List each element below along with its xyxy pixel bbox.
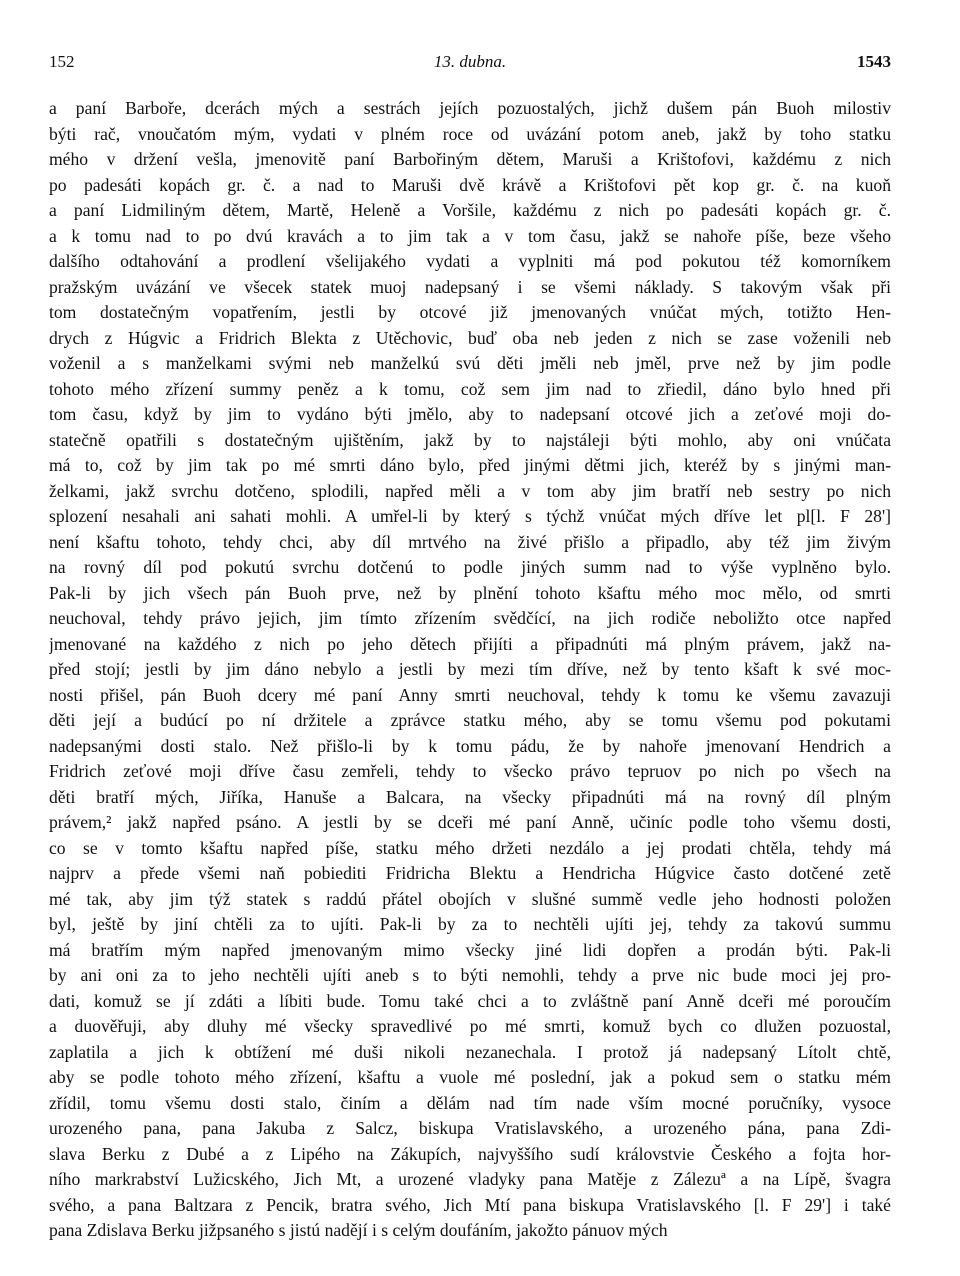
text-line: není kšaftu tohoto, tehdy chci, aby díl mrtvého na živé přišlo a připadlo, aby též jim živým <box>49 531 891 552</box>
text-line: Fridrich zeťové moji dříve času zemřeli, tehdy to všecko právo tepruov po nich po všech na <box>49 761 891 781</box>
text-line: drych z Húgvic a Fridrich Blekta z Utěchovic, buď oba neb jeden z nich se zase voženili neb <box>49 327 891 348</box>
text-line: Pak-li by jich všech pán Buoh prve, než by plnění tohoto kšaftu mého moc mělo, od smrti <box>49 582 891 603</box>
text-line: neuchoval, tehdy právo jejich, jim tímto zřízením svědčící, na jich rodiče neboližto otce napřed <box>49 608 891 628</box>
text-line: pražským uvázání ve všecek statek muoj nadepsaný i se všemi náklady. S takovým však při <box>49 276 891 297</box>
text-line: má to, což by jim tak po mé smrti dáno bylo, před jinými dětmi jich, kteréž by s jinými man- <box>49 455 891 475</box>
text-line: tom dostatečným vopatřením, jestli by otcové již jmenovaných vnúčat mých, totižto Hen- <box>49 302 891 322</box>
text-line: dati, komuž se jí zdáti a líbiti bude. Tomu také chci a to zvláštně paní Anně dceři mé poroučím <box>49 990 891 1011</box>
text-line: želkami, jakž svrchu dotčeno, splodili, napřed měli a v tom aby jim bratří neb sestry po nich <box>49 480 891 501</box>
text-line: slava Berku z Dubé a z Lipého na Zákupích, najvyššího sudí královstvie Českého a fojta hor- <box>49 1143 891 1164</box>
text-line: aby se podle tohoto mého zřízení, kšaftu a vuole mé poslední, jak a pokud sem o statku mém <box>49 1067 891 1087</box>
text-line: a paní Barboře, dcerách mých a sestrách jejích pozuostalých, jichž dušem pán Buoh milostiv <box>49 98 891 118</box>
text-line: splození nesahali ani sahati mohli. A umřel-li by který s týchž vnúčat mých dříve let pl[l. F 28'] <box>49 506 891 526</box>
text-line: a duověřuji, aby dluhy mé všecky spravedlivé po mé smrti, komuž bych co dlužen pozuostal, <box>49 1016 891 1036</box>
text-line: po padesáti kopách gr. č. a nad to Maruši dvě krávě a Krištofovi pět kop gr. č. na kuoň <box>49 174 891 195</box>
text-line: urozeného pana, pana Jakuba z Salcz, biskupa Vratislavského, a urozeného pána, pana Zdi- <box>49 1118 891 1138</box>
text-line: byl, ještě by jiní chtěli za to ujíti. Pak-li by za to nechtěli ujíti jej, tehdy za takovú summu <box>49 914 891 934</box>
text-line: právem,² jakž napřed psáno. A jestli by se dceři mé paní Anně, učiníc podle toho všemu dosti, <box>49 812 891 832</box>
text-line: ního markrabství Lužicského, Jich Mt, a urozené vladyky pana Matěje z Zálezuª a na Lípě, švagra <box>49 1169 891 1189</box>
body-text <box>49 96 891 1244</box>
text-line: dalšího odtahování a prodlení všelijakého vydati a vyplniti má pod pokutou též komorníkem <box>49 251 891 271</box>
text-line: co se v tomto kšaftu napřed píše, statku mého držeti nezdálo a jej prodati chtěla, tehdy má <box>49 837 891 858</box>
text-line: mého v držení vešla, jmenovitě paní Barbořiným dětem, Maruši a Krištofovi, každému z nich <box>49 149 891 169</box>
text-line: nadepsanými dosti stalo. Než přišlo-li by k tomu pádu, že by nahoře jmenovaní Hendrich a <box>49 735 891 756</box>
text-line: by ani oni za to jeho nechtěli ujíti aneb s to býti nemohli, tehdy a prve nic bude moci jej pro- <box>49 965 891 985</box>
text-line: voženil a s manželkami svými neb manželkú svú děti jměli neb jměl, prve než by jim podle <box>49 353 891 373</box>
text-line: před stojí; jestli by jim dáno nebylo a jestli by mezi tím dříve, než by tento kšaft k své moc- <box>49 659 891 679</box>
text-line: zřídil, tomu všemu dosti stalo, činím a dělám nad tím nade vším mocné poručníky, vysoce <box>49 1092 891 1113</box>
text-line: děti bratří mých, Jiříka, Hanuše a Balcara, na všecky připadnúti má na rovný díl plným <box>49 786 891 807</box>
text-line: na rovný díl pod pokutú svrchu dotčenú to podle jiných summ nad to výše vyplněno bylo. <box>49 557 891 577</box>
text-line: nosti přišel, pán Buoh dcery mé paní Anny smrti neuchoval, tehdy k tomu ke všemu zavazuji <box>49 684 891 705</box>
text-line: mé tak, aby jim týž statek s raddú přátel obojích v slušné summě vedle jeho hodnosti položen <box>49 888 891 909</box>
running-header <box>49 52 891 76</box>
text-line: tohoto mého zřízení summy peněz a k tomu, což sem jim nad to zřiedil, dáno bylo hned při <box>49 378 891 399</box>
text-line: děti její a budúcí po ní držitele a zprávce statku mého, aby se tomu všemu pod pokutami <box>49 710 891 730</box>
text-line: tom času, když by jim to vydáno býti jmělo, aby to nadepsaní otcové jich a zeťové moji do- <box>49 404 891 424</box>
text-line: zaplatila a jich k obtížení mé duši nikoli nezanechala. I protož já nadepsaný Lítolt chtě, <box>49 1041 891 1062</box>
text-line: a paní Lidmiliným dětem, Martě, Heleně a Voršile, každému z nich po padesáti kopách gr. č. <box>49 200 891 220</box>
text-line: má bratřím mým napřed jmenovaným mimo všecky jiné lidi dopřen a prodán býti. Pak-li <box>49 939 891 960</box>
header-year: 1543 <box>857 52 891 71</box>
header-date: 13. dubna. <box>433 52 507 71</box>
page-number: 152 <box>49 52 75 71</box>
text-line: najprv a přede všemi naň pobiediti Fridricha Blektu a Hendricha Húgvice často dotčené zetě <box>49 863 891 883</box>
text-line: a k tomu nad to po dvú kravách a to jim tak a v tom času, jakž se nahoře píše, beze všeho <box>49 225 891 246</box>
text-line: pana Zdislava Berku jižpsaného s jistú nadějí i s celým doufáním, jakožto pánuov mých <box>49 1220 668 1240</box>
text-line: jmenované na každého z nich po jeho dětech přijíti a připadnúti má plným právem, jakž na- <box>49 633 891 654</box>
text-line: svého, a pana Baltzara z Pencik, bratra svého, Jich Mtí pana biskupa Vratislavského [l. F 29'] i také <box>49 1194 891 1215</box>
text-line: statečně opatřili s dostatečným ujištěním, jakž by to najstáleji býti mohlo, aby oni vnúčata <box>49 429 891 450</box>
text-line: býti rač, vnoučatóm mým, vydati v plném roce od uvázání potom aneb, jakž by toho statku <box>49 123 891 144</box>
